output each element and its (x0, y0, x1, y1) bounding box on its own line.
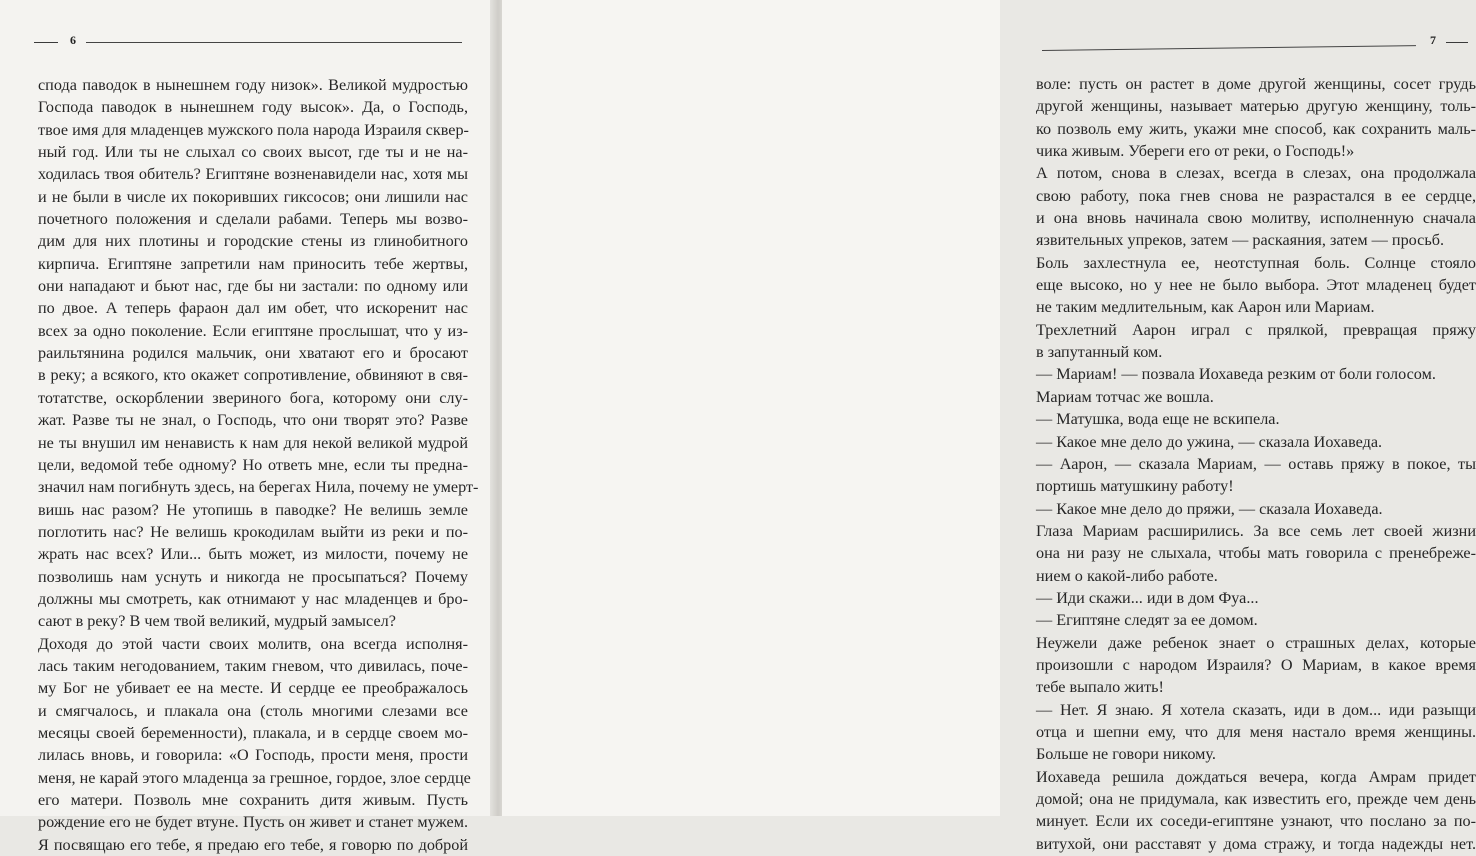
text-line: всех за одно поколение. Если египтяне прослышат, что у из- (38, 321, 468, 340)
left-head-dash (34, 42, 58, 43)
text-line: Глаза Мариам расширились. За все семь лет своей жизни (1036, 521, 1476, 540)
text-line: еще высоко, но у нее не было выбора. Этот младенец будет (1036, 276, 1476, 295)
text-line: домой; она не придумала, как известить его, прежде чем день (1036, 790, 1476, 808)
left-page (0, 0, 496, 854)
text-line: дим для них плотины и городские стены из глинобитного (38, 232, 468, 251)
text-line: рождение его не будет втуне. Пусть он живет и станет мужем. (38, 813, 468, 832)
text-line: Боль захлестнула ее, неотступная боль. Солнце стояло (1036, 253, 1476, 272)
text-line: должны мы смотреть, как отнимают у нас младенцев и бро- (38, 589, 468, 608)
text-line: почетного положения и сделали рабами. Теперь мы возво- (38, 210, 468, 229)
text-line: тотатстве, оскорблении звериного бога, которому они слу- (38, 388, 468, 407)
text-line: кирпича. Египтяне запретили нам приносить тебе жертвы, (38, 254, 468, 273)
text-line: они нападают и бьют нас, где бы ни застали: по одному или (38, 277, 468, 296)
text-line: и смягчалось, и плакала она (столь многими слезами все (38, 701, 468, 720)
text-line: меня, не карай этого младенца за грешное, гордое, злое сердце (38, 768, 471, 787)
text-line: свою работу, пока гнев снова не разрастался в ее сердце, (1036, 186, 1476, 205)
text-line: месяцы своей беременности), плакала, и в сердце своем мо- (38, 723, 468, 742)
text-line: — Египтяне следят за ее домом. (1036, 611, 1258, 630)
text-line: ко позволь ему жить, укажи мне способ, как сохранить маль- (1036, 119, 1476, 138)
text-line: по двое. А теперь фараон дал им обет, что искоренит нас (38, 299, 468, 318)
right-running-head (1042, 33, 1472, 47)
text-line: не таким медлительным, как Аарон или Мариам. (1036, 298, 1375, 317)
text-line: — Иди скажи... иди в дом Фуа... (1036, 588, 1259, 607)
text-line: жат. Разве ты не знал, о Господь, что они творят это? Разве (38, 411, 468, 430)
text-line: спода паводок в нынешнем году низок». Великой мудростью (38, 76, 468, 94)
text-line: чика живым. Убереги его от реки, о Господь!» (1036, 142, 1355, 161)
text-line: сают в реку? В чем твой великий, мудрый замысел? (38, 612, 396, 631)
left-head-rule (86, 42, 462, 43)
text-line: — Матушка, вода еще не вскипела. (1036, 410, 1280, 429)
right-head-dash (1446, 42, 1468, 43)
text-line: витухой, они расставят у дома стражу, и тогда надежды нет. (1036, 834, 1476, 853)
text-line: значил нам погибнуть здесь, на берегах Нила, почему не умерт- (38, 478, 479, 497)
text-line: другой женщины, называет матерью другую женщину, толь- (1036, 97, 1476, 116)
text-line: — Какое мне дело до пряжи, — сказала Иохаведа. (1036, 499, 1383, 518)
text-line: минует. Если их соседи-египтяне узнают, что послано за по- (1036, 812, 1476, 831)
text-line: и она вновь начинала свою молитву, исполненную сначала (1036, 209, 1476, 228)
text-line: Иохаведа решила дождаться вечера, когда Амрам придет (1036, 767, 1476, 786)
text-line: его матери. Позволь мне сохранить дитя живым. Пусть (38, 791, 468, 809)
text-line: Доходя до этой части своих молитв, она всегда исполня- (38, 634, 468, 653)
text-line: Я посвящаю его тебе, я предаю его тебе, я говорю по доброй (38, 835, 468, 854)
text-line: вишь нас разом? Не утопишь в паводке? Не велишь земле (38, 500, 468, 519)
left-page-number: 6 (70, 33, 76, 47)
text-line: жрать нас всех? Или... быть может, из милости, почему не (38, 545, 468, 564)
text-line: тебе выпало жить! (1036, 678, 1164, 697)
text-line: лилась вновь, и говорила: «О Господь, прости меня, прости (38, 746, 468, 765)
text-line: Трехлетний Аарон играл с прялкой, превращая пряжу (1036, 320, 1476, 339)
text-line: — Нет. Я знаю. Я хотела сказать, иди в дом... иди разыщи (1036, 700, 1476, 719)
text-line: не ты внушил им ненависть к нам для некой великой мудрой (38, 433, 468, 452)
text-line: ный год. Или ты не слыхал со своих высот, где ты и не на- (38, 143, 468, 162)
text-line: позволишь нам уснуть и никогда не просыпаться? Почему (38, 567, 468, 586)
text-line: отца и шепни ему, что для меня настало время женщины. (1036, 722, 1476, 741)
text-line: воле: пусть он растет в доме другой женщины, сосет грудь (1036, 75, 1476, 93)
text-line: — Какое мне дело до ужина, — сказала Иохаведа. (1036, 432, 1383, 451)
text-line: му Бог не убивает ее на месте. И сердце ее преображалось (38, 679, 468, 698)
text-line: раильтянина родился мальчик, они хватают его и бросают (38, 344, 468, 363)
left-running-head (34, 33, 464, 47)
text-line: Господа паводок в нынешнем году высок». Да, о Господь, (38, 98, 468, 117)
text-line: она ни разу не слыхала, чтобы мать говорила с пренебреже- (1036, 544, 1476, 563)
text-line: поглотить нас? Не велишь крокодилам выйти из реки и по- (38, 522, 468, 541)
right-page (502, 0, 1476, 853)
text-line: Больше не говори никому. (1036, 745, 1216, 764)
text-line: портишь матушкину работу! (1036, 477, 1234, 496)
text-line: в запутанный ком. (1036, 343, 1163, 362)
text-line: нием о какой-либо работе. (1036, 566, 1218, 585)
text-line: — Аарон, — сказала Мариам, — оставь пряжу в покое, ты (1036, 454, 1476, 473)
text-line: произошли с народом Израиля? О Мариам, в какое время (1036, 655, 1476, 674)
text-line: язвительных упреков, затем — раскаяния, затем — просьб. (1036, 231, 1445, 250)
right-head-rule (1042, 45, 1416, 51)
left-page-text (38, 74, 479, 856)
text-line: А потом, снова в слезах, всегда в слезах, она продолжала (1036, 164, 1476, 183)
text-line: в реку; а всякого, кто окажет сопротивление, обвиняют в свя- (38, 366, 468, 385)
text-line: Неужели даже ребенок знает о страшных делах, которые (1036, 633, 1476, 652)
text-line: и не были в числе их покоривших гиксосов; они лишили нас (38, 187, 468, 206)
text-line: ходилась твоя обитель? Египтяне возненавидели нас, хотя мы (38, 165, 468, 184)
right-page-number: 7 (1430, 33, 1436, 47)
text-line: цели, ведомой тебе одному? Но ответь мне, если ты предна- (38, 455, 468, 474)
right-page-text (1036, 73, 1476, 855)
text-line: Мариам тотчас же вошла. (1036, 387, 1214, 406)
text-line: лась таким негодованием, таким гневом, что дивилась, поче- (38, 656, 468, 675)
text-line: твое имя для младенцев мужского пола народа Израиля сквер- (38, 120, 469, 139)
text-line: — Мариам! — позвала Иохаведа резким от боли голосом. (1036, 365, 1436, 384)
